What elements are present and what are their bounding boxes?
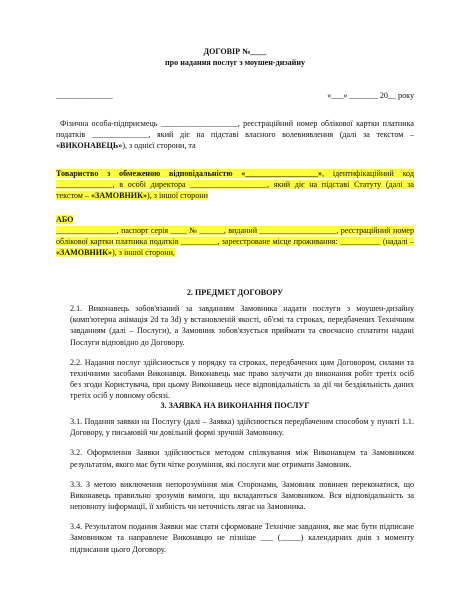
section-3: [56, 400, 414, 555]
section-2: [56, 287, 414, 401]
contract-title: [56, 46, 414, 68]
place-date-row: [56, 90, 414, 101]
customer-role: «ЗАМОВНИК»: [91, 191, 148, 201]
section-3-heading: 3. ЗАЯВКА НА ВИКОНАННЯ ПОСЛУГ: [160, 401, 310, 410]
title-line-2: про надання послуг з моушен-дизайну: [164, 58, 306, 68]
clause-3-2: 3.2. Оформлення Заявки здійснюється методом спілкування між Виконавцем та Замовником результатом, якого має бути чітке розуміння, які послуги має отримати Замовник.: [70, 448, 414, 469]
clause-3-4: 3.4. Результатом подання Заявки має стати сформоване Технічне завдання, яке має бути підписане Замовником та направлене Виконавцю не пізніше ___ (_____) календарних днів з моменту підписання цього Договору.: [70, 522, 414, 554]
customer-person-role: «ЗАМОВНИК»: [56, 248, 113, 258]
or-label: АБО: [56, 215, 74, 224]
customer-company-paragraph: Товариство з обмеженою відповідальністю «__________________», ідентифікаційний код ______________, в особі директора ___________________, який діє на підставі Статуту (далі за текстом – «ЗАМОВНИК»), з іншої сторони: [56, 169, 414, 201]
place-field: ______________: [56, 91, 113, 100]
title-line-1: ДОГОВІР №____: [203, 47, 267, 56]
executor-paragraph: Фізична особа-підприємець ___________________, реєстраційний номер облікової картки платника податків ______________, який діє на підставі власного волевиявлення (далі за текстом – «ВИКОНАВЕЦЬ»), з однієї сторони, та: [56, 119, 414, 151]
date-field: «___» _______ 20__ року: [327, 91, 414, 100]
customer-person-paragraph: АБО _______________, паспорт серія ____ № ______, виданий ___________________, реєстраційний номер облікової картки платника податків _________, зареєстроване місце проживання: __________ (надалі – «ЗАМОВНИК»), з іншої сторони,: [56, 215, 414, 258]
clause-3-1: 3.1. Подання заявки на Послугу (далі – Заявка) здійснюється передбаченим способом у пункті 1.1. Договору, у письмовій чи довільній формі зручній Замовнику.: [70, 417, 414, 438]
clause-2-1: 2.1. Виконавець зобов'язаний за завданням Замовника надати послуги з моушен-дизайну (комп'ютерна анімація 2d та 3d) у встановленій якості, об'ємі та строках, передбачених Технічним завданням (далі – Послуги), а Замовник зобов'язується приймати та своєчасно сплатити надані Послуги відповідно до Договору.: [70, 304, 414, 347]
executor-role: «ВИКОНАВЕЦЬ»: [56, 141, 123, 151]
section-2-heading: 2. ПРЕДМЕТ ДОГОВОРУ: [186, 288, 284, 297]
clause-2-2: 2.2. Надання послуг здійснюється у порядку та строках, передбачених цим Договором, силами та технічними засобами Виконавця. Виконавець має право залучати до виконання робіт третіх осіб без згоди Користувача, при цьому Виконавець несе відповідальність за дії чи бездіяльність даних третіх осіб у повному обсязі.: [70, 357, 414, 401]
clause-3-3: 3.3. З метою виключення непорозуміння між Сторонами, Замовник повинен переконатися, що Виконавець правильно зрозумів вимоги, що вкладаються Замовником. Вся відповідальність за неповноту інформації, її хибність чи неточність лягає на Замовника.: [70, 479, 414, 512]
company-name: Товариство з обмеженою відповідальністю «__________________»: [56, 169, 323, 178]
